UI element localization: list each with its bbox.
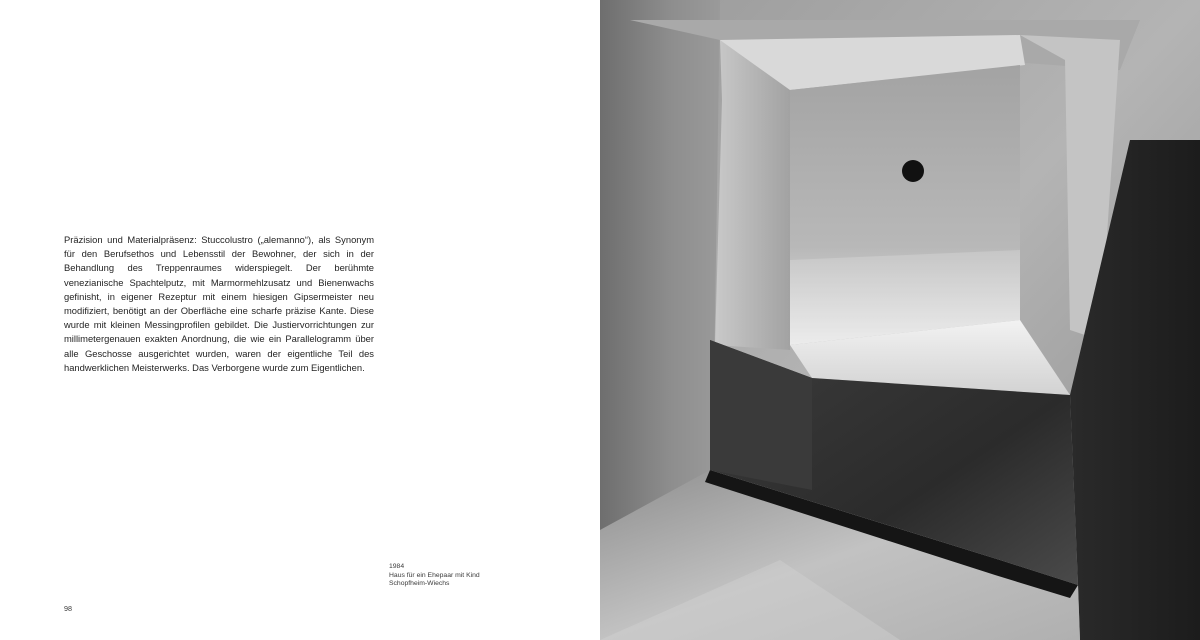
caption-title: Haus für ein Ehepaar mit Kind (389, 571, 480, 579)
right-page (600, 0, 1200, 640)
page-number: 98 (64, 604, 72, 613)
caption-year: 1984 (389, 563, 405, 570)
interior-photo (600, 0, 1200, 640)
photo-caption (389, 563, 539, 589)
caption-location: Schopfheim-Wiechs (389, 580, 450, 588)
body-text: Präzision und Materialpräsenz: Stuccolustro („alemanno“), als Synonym für den Berufsethos und Lebensstil der Bewohner, der sich in der Behandlung des Treppenraumes widerspiegelt. Der berühmte venezianische Spachtelputz, mit Marmormehlzusatz und Bienenwachs gefinisht, in eigener Rezeptur mit einem hiesigen Gipsermeister neu modifiziert, benötigt an der Oberfläche eine scharfe präzise Kante. Diese wurde mit kleinen Messingprofilen gebildet. Die Justiervorrichtungen zur millimetergenauen exakten Anordnung, die wie ein Parallelogramm über alle Geschosse ausgerichtet wurden, waren der eigentliche Teil des handwerklichen Meisterwerks. Das Verborgene wurde zum Eigentlichen. (64, 234, 374, 373)
